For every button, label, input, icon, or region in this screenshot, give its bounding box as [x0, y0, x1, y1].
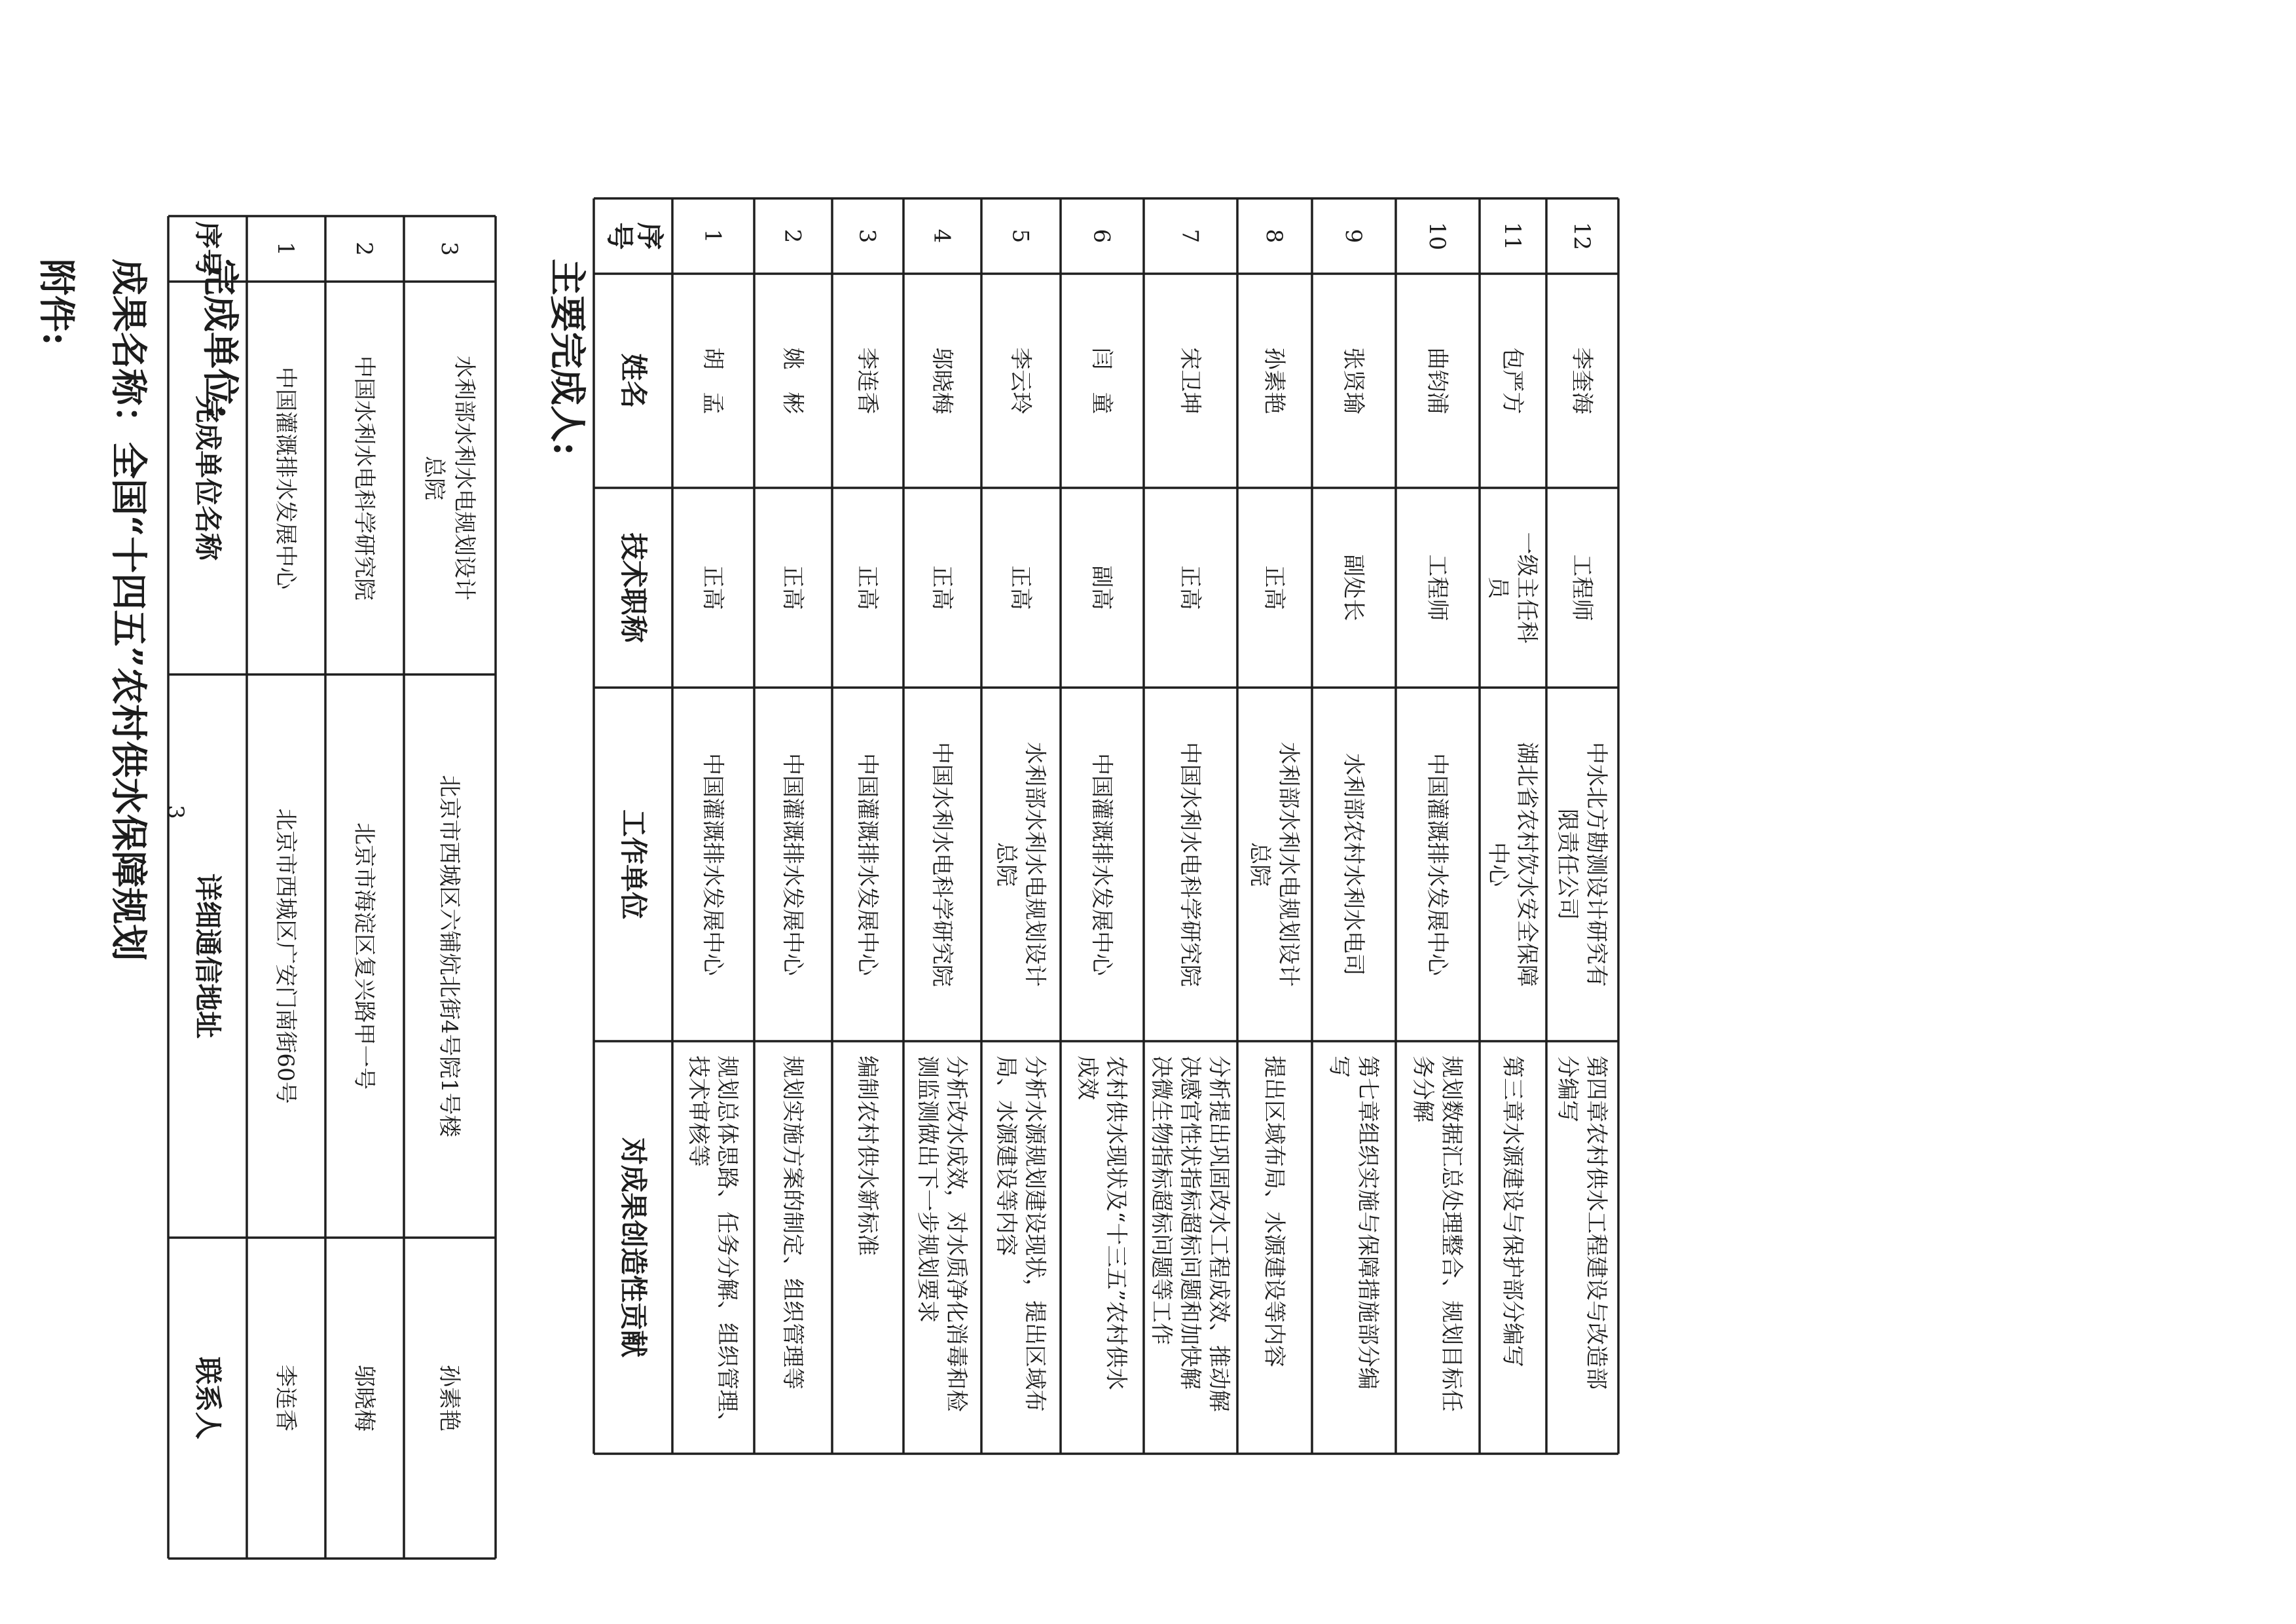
persons-row-contribution: 农村供水现状及“十三五”农村供水: [1102, 1056, 1129, 1390]
persons-row-contribution: 分析水源规划建设现状，提出区域布: [1021, 1056, 1048, 1412]
persons-header-no: 号: [604, 222, 636, 250]
persons-row-no: 10: [1424, 221, 1450, 251]
persons-row-no: 4: [928, 229, 955, 244]
persons-row-name: 曲钧浦: [1424, 347, 1450, 415]
persons-row-unit: 水利部水利水电规划设计: [1275, 742, 1302, 987]
persons-row-name: 闫 童: [1088, 347, 1115, 415]
persons-row-unit: 中国灌溉排水发展中心: [854, 753, 881, 976]
units-section-title: 完成单位:: [198, 259, 242, 419]
page-number: 3: [162, 805, 189, 819]
persons-row-contribution: 测监测做出下一步规划要求: [914, 1056, 941, 1323]
persons-row-contribution: 写: [1326, 1056, 1352, 1078]
persons-row-contribution: 规划数据汇总处理整合、规划目标任: [1438, 1056, 1465, 1412]
persons-row-no: 12: [1569, 221, 1595, 251]
units-row-address: 北京市海淀区复兴路甲一号: [351, 822, 377, 1090]
persons-row-title: 副高: [1088, 565, 1115, 610]
units-header-name: 完成单位名称: [192, 395, 224, 561]
attachment-label: 附件:: [35, 259, 78, 346]
persons-row-unit: 中国灌溉排水发展中心: [1424, 753, 1450, 976]
persons-row-unit: 中心: [1485, 842, 1511, 887]
persons-row-no: 6: [1088, 229, 1115, 244]
persons-row-title: 工程师: [1424, 554, 1450, 621]
persons-row-unit: 总院: [1247, 842, 1273, 887]
persons-row-name: 李云玲: [1007, 347, 1034, 415]
result-name: 成果名称：全国“十四五”农村供水保障规划: [107, 259, 150, 961]
persons-row-name: 李连香: [854, 347, 881, 415]
persons-row-contribution: 局、水源建设等内容: [993, 1056, 1019, 1256]
persons-row-name: 姚 彬: [779, 347, 806, 415]
persons-header-no: 序: [634, 222, 666, 250]
persons-row-unit: 湖北省农村饮水安全保障: [1514, 742, 1540, 987]
persons-row-title: 工程师: [1569, 554, 1595, 621]
units-row-name: 水利部水利水电规划设计: [451, 356, 477, 600]
persons-header-unit: 工作单位: [617, 809, 649, 920]
persons-row-contribution: 规划总体思路、任务分解、组织管理、: [714, 1056, 740, 1434]
persons-row-name: 胡 孟: [699, 347, 726, 415]
persons-row-title: 正高: [699, 565, 726, 610]
persons-row-contribution: 分析提出巩固改水工程成效、推动解: [1205, 1056, 1232, 1412]
persons-section-title: 主要完成人:: [545, 259, 589, 456]
persons-row-no: 11: [1499, 221, 1525, 251]
units-header-no: 序号: [192, 221, 224, 277]
persons-row-unit: 中国灌溉排水发展中心: [1088, 753, 1115, 976]
persons-row-unit: 总院: [993, 842, 1019, 887]
persons-row-contribution: 编制农村供水新标准: [854, 1056, 881, 1256]
units-row-contact: 邬晓梅: [351, 1365, 377, 1431]
persons-row-contribution: 第七章组织实施与保障措施部分编: [1355, 1056, 1381, 1390]
persons-row-contribution: 决微生物指标超标问题等工作: [1148, 1056, 1175, 1345]
persons-row-unit: 中国灌溉排水发展中心: [699, 753, 726, 976]
persons-row-name: 张贤瑜: [1340, 347, 1366, 415]
units-row-no: 2: [351, 242, 377, 256]
persons-row-contribution: 决感官性状指标超标问题和加快解: [1176, 1056, 1203, 1390]
units-row-no: 1: [272, 242, 299, 256]
persons-row-contribution: 务分解: [1410, 1056, 1436, 1122]
persons-header-name: 姓名: [617, 353, 649, 409]
units-row-name: 总院: [421, 456, 447, 500]
persons-header-contribution: 对成果创造性贡献: [617, 1137, 649, 1358]
units-row-name: 中国灌溉排水发展中心: [272, 367, 299, 589]
persons-row-title: 正高: [854, 565, 881, 610]
units-row-address: 北京市西城区六铺炕北街4号院1号楼: [436, 775, 462, 1137]
persons-row-no: 8: [1261, 229, 1287, 244]
persons-row-contribution: 技术审核等: [685, 1056, 712, 1167]
units-row-name: 中国水利水电科学研究院: [351, 356, 377, 600]
persons-row-no: 3: [854, 229, 881, 244]
persons-row-title: 正高: [1007, 565, 1034, 610]
persons-row-title: 正高: [779, 565, 806, 610]
persons-row-name: 包严方: [1499, 347, 1525, 415]
persons-row-unit: 限责任公司: [1554, 809, 1580, 920]
persons-row-contribution: 规划实施方案的制定、组织管理等: [779, 1056, 806, 1390]
persons-row-unit: 中水北方勘测设计研究有: [1583, 742, 1609, 987]
persons-row-name: 宋卫坤: [1176, 347, 1203, 415]
persons-row-unit: 中国水利水电科学研究院: [928, 742, 955, 987]
persons-row-contribution: 提出区域布局、水源建设等内容: [1261, 1056, 1287, 1367]
persons-row-title: 正高: [1176, 565, 1203, 610]
persons-row-no: 5: [1007, 229, 1034, 244]
persons-row-unit: 中国灌溉排水发展中心: [779, 753, 806, 976]
persons-row-no: 9: [1340, 229, 1366, 244]
persons-row-name: 孙素艳: [1261, 347, 1287, 415]
persons-row-unit: 水利部农村水利水电司: [1340, 753, 1366, 976]
persons-header-title: 技术职称: [617, 532, 649, 643]
units-row-contact: 李连香: [272, 1365, 299, 1431]
persons-row-unit: 中国水利水电科学研究院: [1176, 742, 1203, 987]
units-row-contact: 孙素艳: [436, 1365, 462, 1431]
persons-row-no: 2: [779, 229, 806, 244]
persons-row-name: 邬晓梅: [928, 347, 955, 415]
persons-row-no: 1: [699, 229, 726, 244]
units-row-address: 北京市西城区广安门南街60号: [272, 808, 299, 1104]
persons-row-contribution: 第四章农村供水工程建设与改造部: [1583, 1056, 1609, 1390]
persons-row-contribution: 分编写: [1554, 1056, 1580, 1122]
persons-row-name: 李奎海: [1569, 347, 1595, 415]
persons-row-unit: 水利部水利水电规划设计: [1021, 742, 1048, 987]
persons-row-title: 一级主任科: [1514, 532, 1540, 644]
persons-row-contribution: 第三章水源建设与保护部分编写: [1499, 1056, 1525, 1367]
persons-row-contribution: 分析改水成效，对水质净化消毒和检: [943, 1056, 970, 1412]
persons-row-title: 副处长: [1340, 554, 1366, 621]
persons-row-title: 正高: [1261, 565, 1287, 610]
units-header-contact: 联系人: [192, 1356, 224, 1440]
persons-row-title: 正高: [928, 565, 955, 610]
persons-row-title: 员: [1485, 576, 1511, 599]
persons-row-contribution: 成效: [1074, 1056, 1101, 1100]
units-row-no: 3: [436, 242, 462, 256]
persons-row-no: 7: [1176, 229, 1203, 244]
units-header-address: 详细通信地址: [192, 873, 224, 1039]
